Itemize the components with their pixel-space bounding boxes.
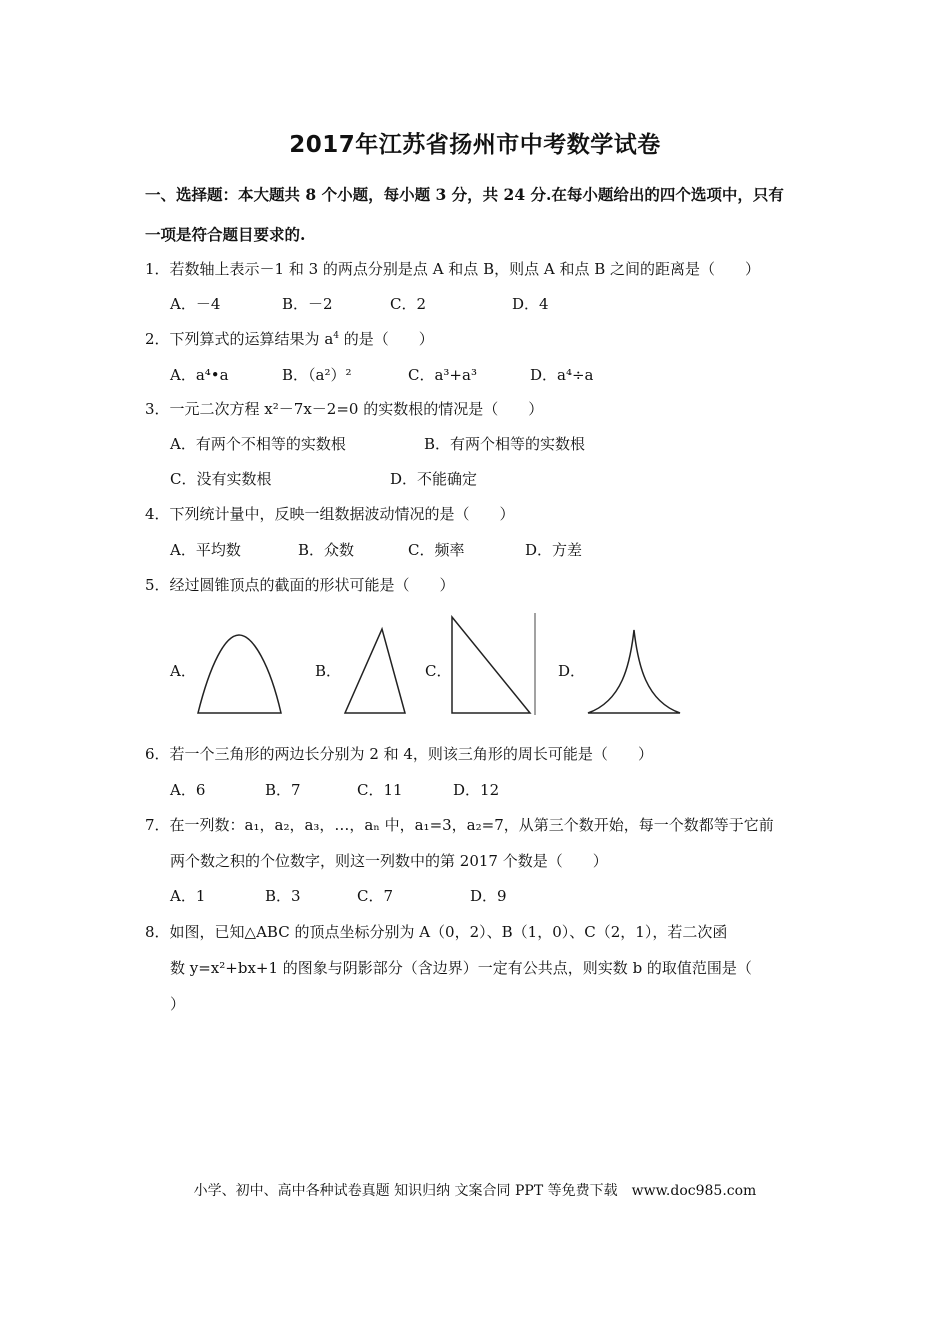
question-4-text: 4．下列统计量中，反映一组数据波动情况的是（ ）: [145, 505, 515, 523]
question-3-text: 3．一元二次方程 x²－7x－2=0 的实数根的情况是（ ）: [145, 400, 544, 418]
figure-a-arch-shape: [198, 635, 281, 713]
question-8-text-line3: ）: [170, 995, 186, 1013]
question-8-text-line1: 8．如图，已知△ABC 的顶点坐标分别为 A（0，2）、B（1，0）、C（2，1），若二次函: [145, 923, 728, 941]
footer-text: 小学、初中、高中各种试卷真题 知识归纳 文案合同 PPT 等免费下载 www.doc985.com: [193, 1183, 757, 1199]
question-3-option-a: A．有两个不相等的实数根: [170, 435, 346, 453]
question-1-option-a: A．－4: [170, 295, 221, 313]
question-6-text: 6．若一个三角形的两边长分别为 2 和 4，则该三角形的周长可能是（ ）: [145, 745, 653, 763]
section-heading-line2: 一项是符合题目要求的.: [145, 225, 306, 244]
question-3-option-b: B．有两个相等的实数根: [424, 435, 586, 453]
question-2-option-b: B．（a²）²: [282, 366, 352, 384]
question-5-figures: [0, 605, 950, 745]
page-title: 2017年江苏省扬州市中考数学试卷: [289, 132, 661, 158]
question-2-exponent: 4: [333, 331, 339, 341]
question-2-text-main: 2．下列算式的运算结果为 a: [145, 330, 334, 348]
question-7-option-d: D．9: [470, 887, 507, 905]
question-3-option-d: D．不能确定: [390, 470, 478, 488]
question-6-option-c: C．11: [357, 781, 403, 799]
question-1-text: 1．若数轴上表示－1 和 3 的两点分别是点 A 和点 B，则点 A 和点 B 之间的距离是（ ）: [145, 260, 761, 278]
figure-c-right-triangle-shape: [452, 617, 530, 713]
figure-b-triangle-shape: [345, 629, 405, 713]
question-4-option-d: D．方差: [525, 541, 583, 559]
question-8-text-line2: 数 y=x²+bx+1 的图象与阴影部分（含边界）一定有公共点，则实数 b 的取值范围是（: [170, 959, 752, 977]
question-7-text-line2: 两个数之积的个位数字，则这一列数中的第 2017 个数是（ ）: [170, 852, 608, 870]
question-3-option-c: C．没有实数根: [170, 470, 272, 488]
section-heading-line1: 一、选择题：本大题共 8 个小题，每小题 3 分，共 24 分.在每小题给出的四个选项中，只有: [145, 185, 784, 204]
question-2-text-tail: 的是（ ）: [339, 330, 434, 348]
question-5-option-c: C．: [425, 662, 452, 680]
question-1-option-b: B．－2: [282, 295, 333, 313]
question-6-option-b: B．7: [265, 781, 301, 799]
question-7-text-line1: 7．在一列数：a₁，a₂，a₃，…，aₙ 中，a₁=3，a₂=7，从第三个数开始，每一个数都等于它前: [145, 816, 774, 834]
question-5-option-a: A．: [170, 662, 196, 680]
question-2-text: [145, 328, 434, 349]
question-5-option-b: B．: [315, 662, 342, 680]
question-2-option-d: D．a⁴÷a: [530, 366, 594, 384]
question-5-text: 5．经过圆锥顶点的截面的形状可能是（ ）: [145, 576, 455, 594]
question-1-option-c: C．2: [390, 295, 427, 313]
question-2-option-c: C．a³+a³: [408, 366, 477, 384]
question-2-option-a: A．a⁴•a: [170, 366, 229, 384]
question-7-option-c: C．7: [357, 887, 394, 905]
question-6-option-a: A．6: [170, 781, 206, 799]
question-4-option-a: A．平均数: [170, 541, 241, 559]
question-6-option-d: D．12: [453, 781, 500, 799]
question-4-option-c: C．频率: [408, 541, 465, 559]
question-7-option-b: B．3: [265, 887, 301, 905]
question-5-option-d: D．: [558, 662, 586, 680]
question-1-option-d: D．4: [512, 295, 549, 313]
question-7-option-a: A．1: [170, 887, 206, 905]
figure-d-cusp-shape: [588, 630, 680, 713]
question-4-option-b: B．众数: [298, 541, 355, 559]
